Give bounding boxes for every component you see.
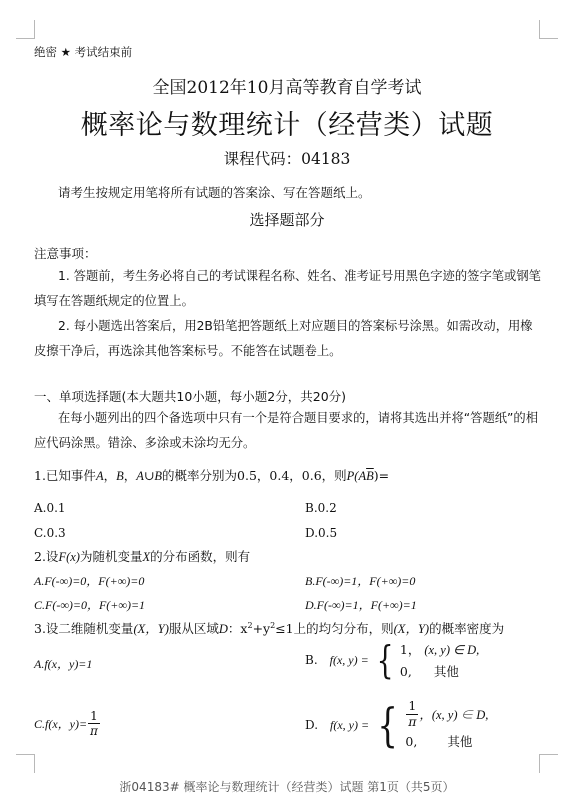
- fraction-numerator: 1: [90, 709, 98, 723]
- crop-mark-bottom-right: [539, 754, 558, 773]
- question-3-stem: [34, 619, 504, 637]
- course-code: 课程代码：04183: [223, 150, 351, 168]
- q1-union-b: B: [154, 469, 163, 483]
- case-condition: 其他: [433, 664, 459, 679]
- q2-distribution-function: F(x): [58, 550, 80, 564]
- q3-option-d-lhs: f(x, y) =: [330, 717, 370, 732]
- q3-random-vector: (X，Y): [133, 622, 169, 636]
- case-value: 1，: [399, 642, 421, 657]
- q1-option-a: A.0.1: [34, 501, 66, 515]
- fraction-denominator: π: [89, 724, 98, 738]
- union-symbol: ∪: [143, 468, 155, 483]
- fraction: [406, 700, 418, 728]
- q1-text: 1.已知事件: [34, 468, 96, 483]
- q3-option-b-lhs: f(x, y) =: [329, 652, 369, 667]
- answer-instruction: 请考生按规定用笔将所有试题的答案涂、写在答题纸上。: [58, 185, 371, 200]
- case-value: 0,: [399, 664, 412, 679]
- question-1-stem: [34, 466, 389, 484]
- page-footer: 浙04183# 概率论与数理统计（经营类）试题 第1页（共5页）: [119, 780, 455, 794]
- q2-random-variable: X: [142, 550, 151, 564]
- q3-text: 3.设二维随机变量: [34, 621, 134, 636]
- fraction-numerator: 1: [408, 698, 417, 713]
- q2-option-d: D.F(-∞)=1，F(+∞)=1: [305, 598, 417, 612]
- q2-option-b: B.F(-∞)=1，F(+∞)=0: [305, 574, 416, 588]
- q3-exponent: 2: [247, 620, 253, 630]
- fraction: [88, 710, 100, 737]
- note-item-2: 2. 每小题选出答案后，用2B铅笔把答题纸上对应题目的答案标号涂黑。如需改动，用橡皮擦干净后，再选涂其他答案标号。不能答在试题卷上。: [34, 319, 533, 358]
- q1-event-a: A: [95, 469, 104, 483]
- q1-prob-close: )=: [373, 468, 390, 483]
- left-brace: {: [377, 698, 398, 752]
- case-value: 0,: [405, 734, 418, 749]
- q1-event-b: B: [116, 469, 124, 483]
- note-item-1: 1. 答题前，考生务必将自己的考试课程名称、姓名、准考证号用黑色字迹的签字笔或钢笔填写在答题纸规定的位置上。: [34, 269, 541, 308]
- q1-prob-a: (A: [354, 469, 367, 483]
- q3-region: D: [218, 622, 228, 636]
- case-condition: 其他: [447, 734, 473, 749]
- q3-text: ：x: [227, 621, 248, 636]
- q1-option-c: C.0.3: [34, 526, 66, 540]
- q3-option-b-label: B.: [305, 653, 318, 667]
- q2-option-c: C.F(-∞)=0，F(+∞)=1: [34, 598, 146, 612]
- q2-text: 2.设: [34, 549, 59, 564]
- q1-option-d: D.0.5: [305, 526, 338, 540]
- q3-text: 的概率密度为: [429, 621, 505, 636]
- q1-prob-symbol: P: [346, 469, 355, 483]
- q1-option-b: B.0.2: [305, 501, 337, 515]
- q3-option-b: [305, 640, 479, 680]
- question-2-stem: [34, 547, 250, 565]
- q1-sep: ，: [123, 468, 137, 483]
- crop-mark-top-right: [539, 20, 558, 39]
- q1-text: 的概率分别为0.5，0.4，0.6，则: [162, 468, 347, 483]
- crop-mark-top-left: [16, 20, 35, 39]
- q1-union-a: A: [136, 469, 144, 483]
- q3-option-d-cases: [405, 700, 488, 750]
- q3-option-c-label: C.f(x，y)=: [34, 717, 88, 731]
- left-brace: {: [376, 638, 394, 682]
- q2-text: 的分布函数，则有: [150, 549, 251, 564]
- q3-option-b-cases: [400, 640, 479, 680]
- section-1-heading: 一、单项选择题(本大题共10小题，每小题2分，共20分): [34, 389, 347, 404]
- case-condition: (x, y) ∈ D,: [424, 643, 480, 657]
- section-1-instruction: 在每小题列出的四个备选项中只有一个是符合题目要求的，请将其选出并将“答题纸”的相应代码涂黑。错涂、多涂或未涂均无分。: [34, 411, 539, 450]
- q3-text: 服从区域: [168, 621, 219, 636]
- q2-text: 为随机变量: [79, 549, 143, 564]
- q1-sep: ，: [103, 468, 117, 483]
- q3-exponent: 2: [270, 620, 276, 630]
- q3-option-d: [305, 700, 488, 750]
- section-part-title: 选择题部分: [249, 211, 325, 229]
- q3-option-d-label: D.: [305, 718, 319, 732]
- q3-text: ≤1上的均匀分布，则: [275, 621, 394, 636]
- case-condition: ，(x, y) ∈ D,: [419, 708, 489, 722]
- paper-title: 概率论与数理统计（经营类）试题: [80, 110, 494, 141]
- q3-text: +y: [252, 621, 271, 636]
- q1-prob-b-complement: $\overline{B}$: [366, 469, 374, 483]
- q3-random-vector: (X，Y): [393, 622, 430, 636]
- q3-option-c: [34, 710, 101, 737]
- notes-title: 注意事项：: [34, 246, 97, 261]
- crop-mark-bottom-left: [16, 754, 35, 773]
- fraction-denominator: π: [408, 713, 417, 729]
- q2-option-a: A.F(-∞)=0，F(+∞)=0: [34, 574, 145, 588]
- secret-label: 绝密 ★ 考试结束前: [34, 45, 133, 59]
- exam-name: 全国2012年10月高等教育自学考试: [152, 78, 422, 98]
- q3-option-a: A.f(x，y)=1: [34, 657, 93, 671]
